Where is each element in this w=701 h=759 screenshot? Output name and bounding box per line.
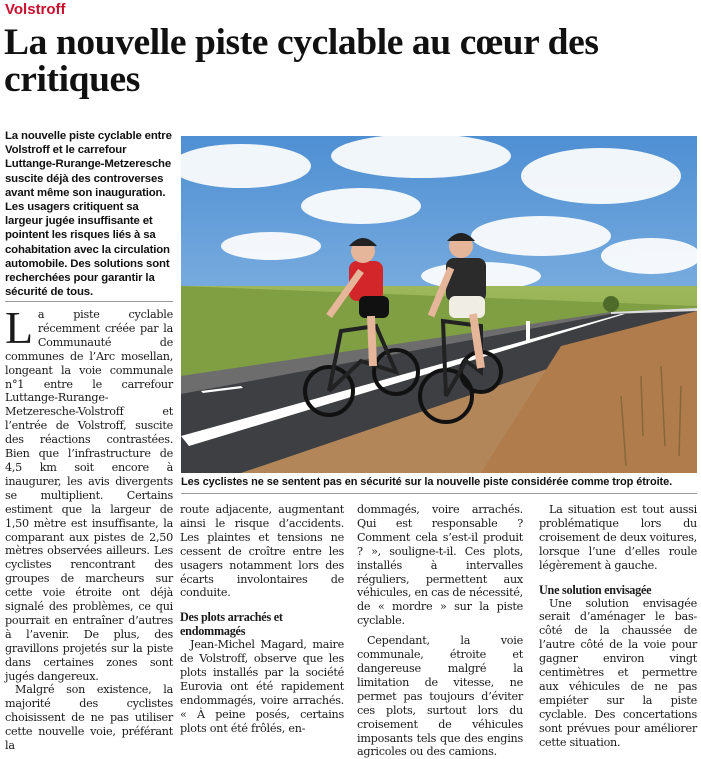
article-photo[interactable] <box>181 136 697 473</box>
caption-divider <box>181 493 697 494</box>
paragraph: Malgré son existence, la majorité des cyclistes choisissent de ne pas utiliser cette nouvelle voie, préférant la <box>5 683 173 753</box>
body-column-2 <box>180 503 344 736</box>
photo-caption: Les cyclistes ne se sentent pas en sécurité sur la nouvelle piste considérée comme trop étroite. <box>181 476 673 488</box>
paragraph: route adjacente, augmentant ainsi le risque d’accidents. Les plaintes et tensions ne cessent de croître entre les usagers notamment lors des écarts involontaires de conduite. <box>180 503 344 600</box>
section-kicker[interactable]: Volstroff <box>5 1 66 18</box>
dropcap: L <box>5 302 33 353</box>
article-headline: La nouvelle piste cyclable au cœur des critiques <box>4 22 599 100</box>
paragraph: La situation est tout aussi problématique lors du croisement de deux voitures, lorsque l’une d’elles roule légèrement à gauche. <box>539 503 697 572</box>
paragraph: Cependant, la voie communale, étroite et dangereuse malgré la limitation de vitesse, ne permet pas toujours d’éviter ces plots, surtout lors du croisement de véhicules imposants tels que des engins agricoles ou des camions. <box>357 634 523 759</box>
article-lead: La nouvelle piste cyclable entre Volstroff et le carrefour Luttange-Rurange-Metzeresche suscite déjà des controverses avant même son inauguration. Les usagers critiquent sa largeur jugée insuffisante et pointent les risques liés à sa cohabitation avec la circulation automobile. Des solutions sont recherchées pour garantir la sécurité de tous. <box>5 130 172 299</box>
subheading: Une solution envisagée <box>539 582 652 597</box>
paragraph: dommagés, voire arrachés. Qui est responsable ? Comment cela s’est-il produit ? », souligne-t-il. Ces plots, installés à intervalles réguliers, permettent aux véhicules, en cas de nécessité, de « mordre » sur la piste cyclable. <box>357 503 523 628</box>
body-column-4 <box>539 503 697 750</box>
paragraph: a piste cyclable récemment créée par la Communauté de communes de l’Arc mosellan, longeant la voie communale n°1 entre le carrefour Luttange-Rurange-Metzeresche-Volstroff et l’entrée de Volstroff, suscite des réactions contrastées. Bien que l’infrastructure de 4,5 km soit encore à inaugurer, les avis divergents se multiplient. Certains estiment que la largeur de 1,50 mètre est insuffisante, la comparant aux pistes de 2,50 mètres observées ailleurs. Les cyclistes rencontrant des groupes de marcheurs sur cette voie étroite ont déjà signalé des problèmes, ce qui pourrait en entraîner d’autres à l’avenir. De plus, des gravillons projetés sur la piste dans certaines zones sont jugés dangereux. <box>5 308 173 683</box>
paragraph: Une solution envisagée serait d’aménager le bas-côté de la chaussée de l’autre côté de la voie pour gagner environ vingt centimètres et permettre aux véhicules de ne pas empiéter sur la piste cyclable. Des concertations sont prévues pour améliorer cette situation. <box>539 596 697 749</box>
body-column-3 <box>357 503 523 759</box>
subheading: Des plots arrachés et endommagés <box>180 610 283 639</box>
paragraph: Jean-Michel Magard, maire de Volstroff, observe que les plots installés par la société Eurovia ont été rapidement endommagés, voire arrachés. « À peine posés, certains plots ont été frôlés, en- <box>180 638 344 735</box>
body-column-1 <box>5 302 173 753</box>
